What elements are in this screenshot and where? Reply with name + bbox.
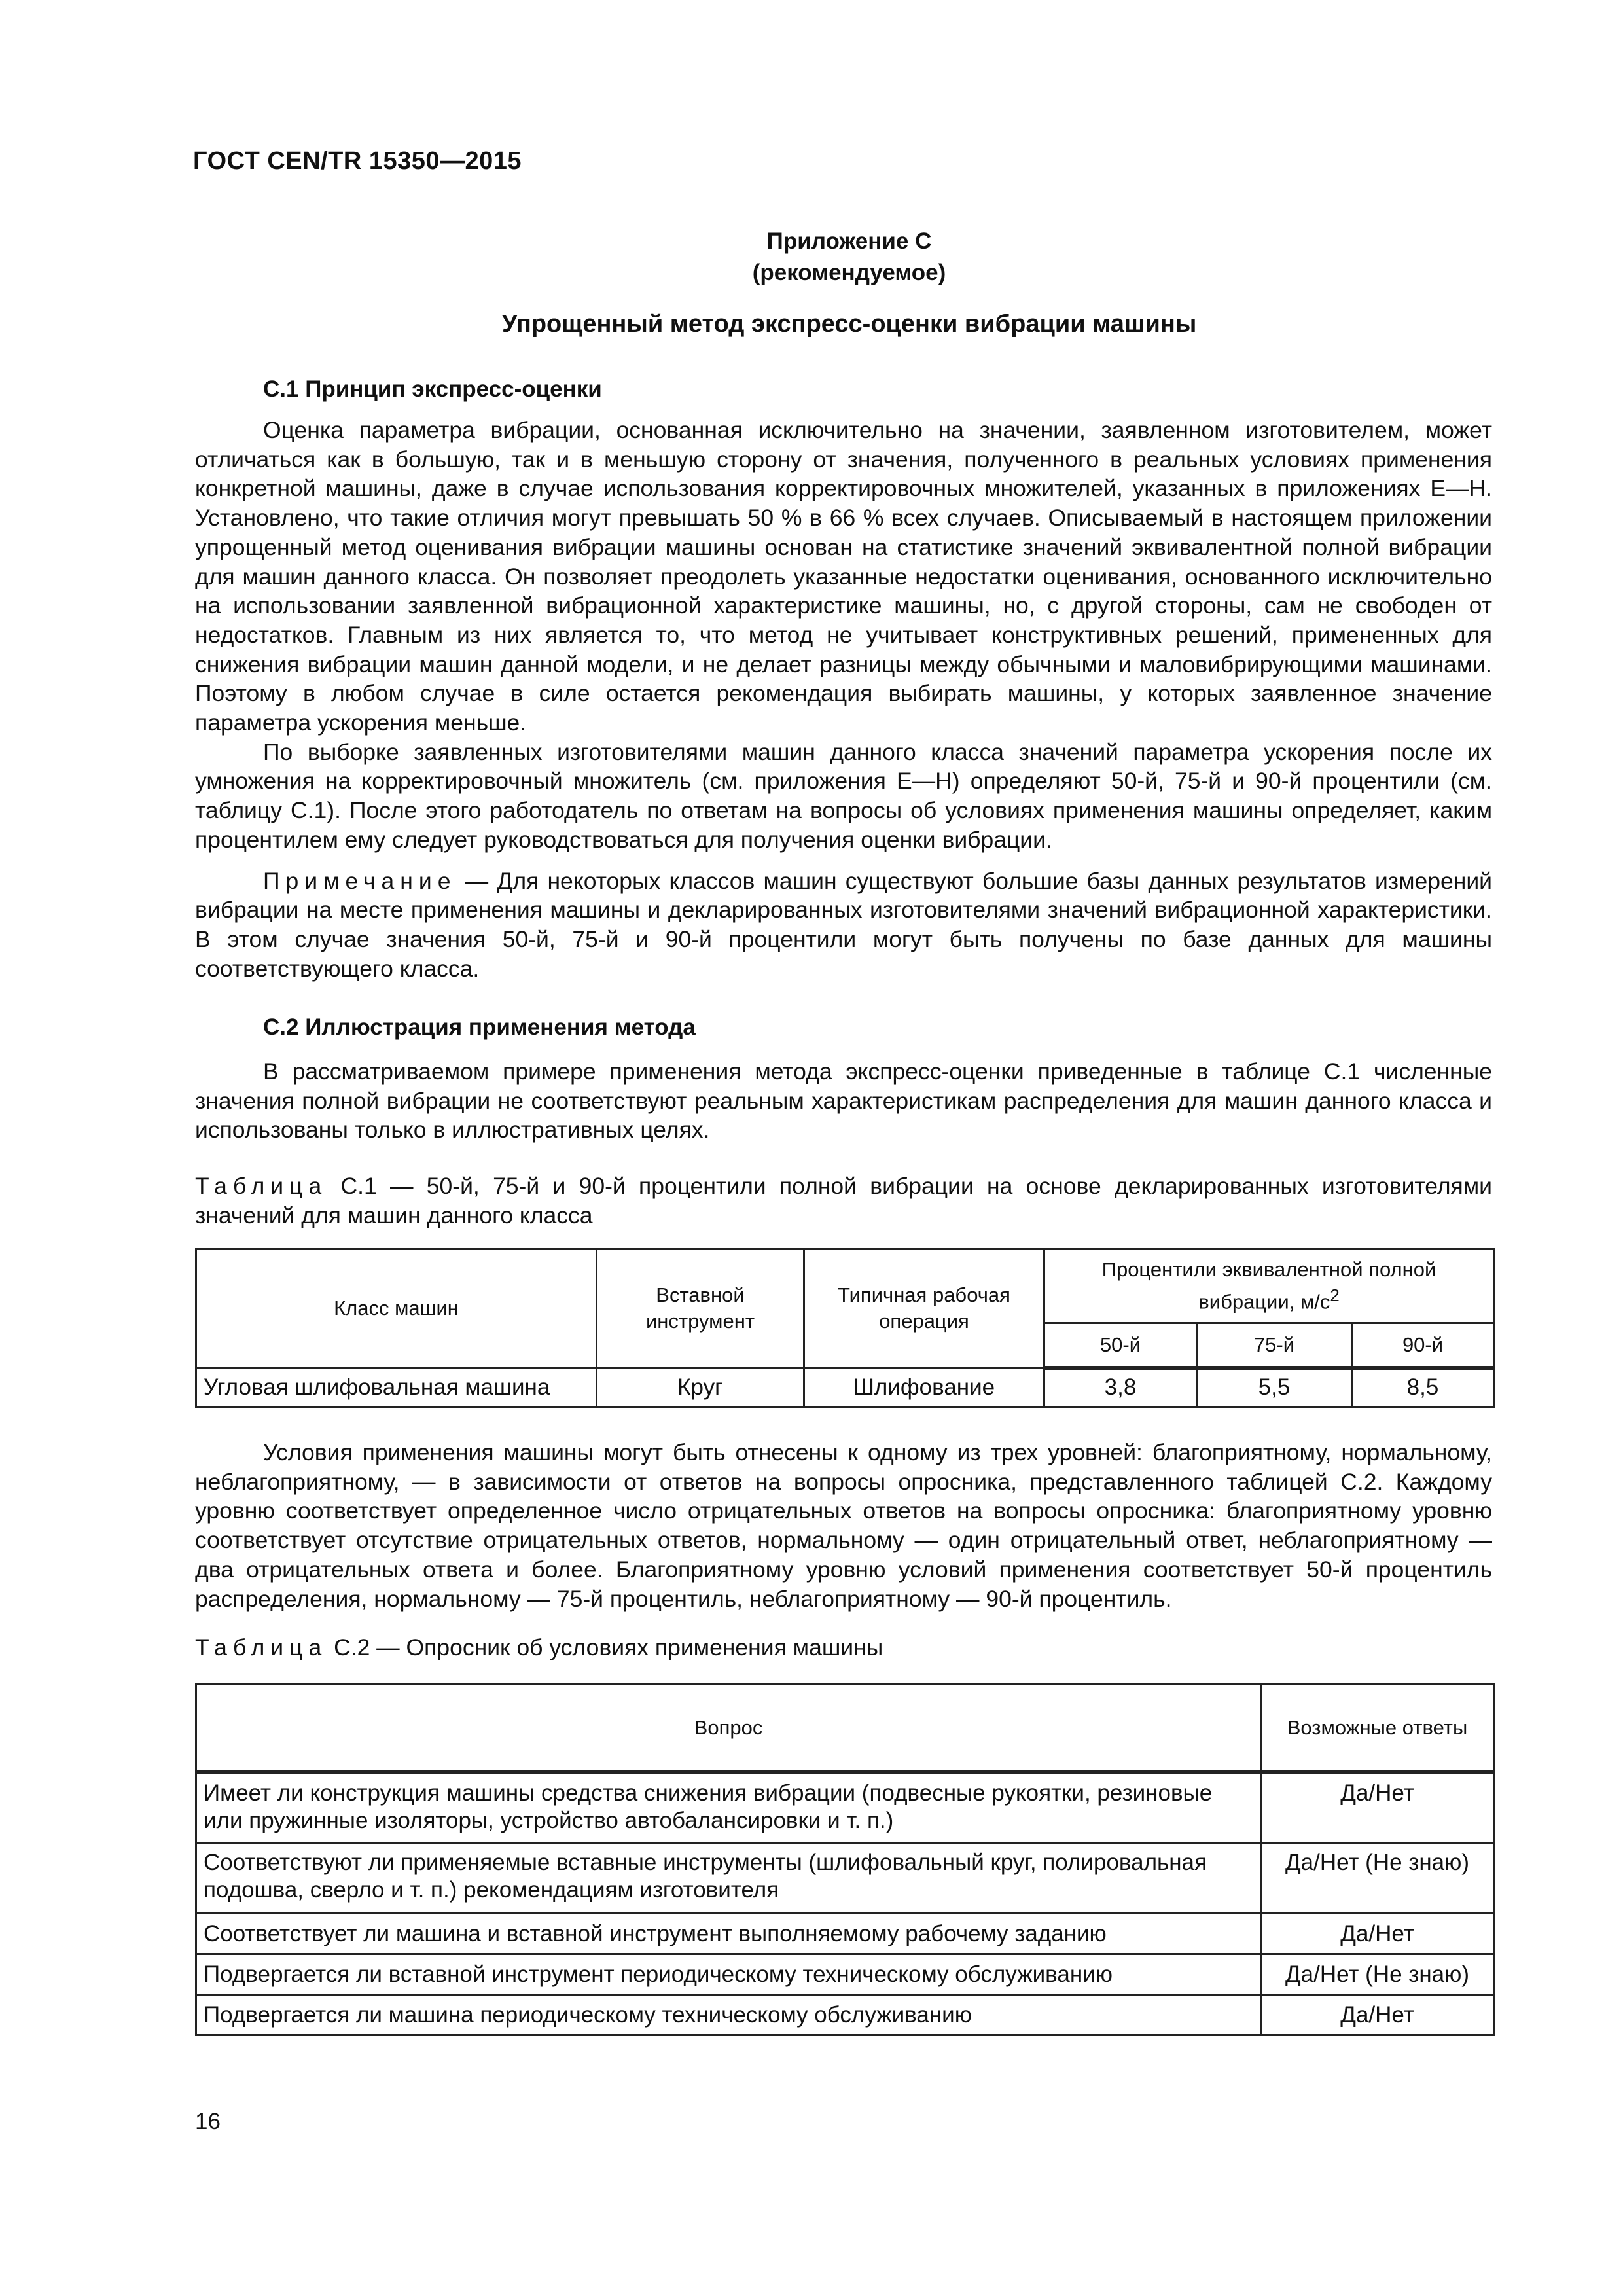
table-c2-header-answers: Возможные ответы — [1261, 1685, 1494, 1772]
percentiles-label: Процентили эквивалентной полной вибрации, м/с — [1101, 1258, 1436, 1314]
table-c2-question-4: Подвергается ли вставной инструмент периодическому техническому обслуживанию — [196, 1954, 1261, 1995]
table-c1-header-p50: 50-й — [1044, 1323, 1197, 1368]
table-c1-cell-p75: 5,5 — [1197, 1368, 1352, 1407]
table-c2-answer-1: Да/Нет — [1261, 1772, 1494, 1843]
table-c1-header-p75: 75-й — [1197, 1323, 1352, 1368]
document-code-header: ГОСТ CEN/TR 15350—2015 — [193, 147, 522, 175]
table-c1-cell-operation: Шлифование — [804, 1368, 1044, 1407]
section-c2-paragraph-2: Условия применения машины могут быть отнесены к одному из трех уровней: благоприятному, нормальному, неблагоприятному, — в зависимости от ответов на вопросы опросника, представленного таблицей С.2. Каждому уровню соответствует определенное число отрицательных ответов на вопросы опросника: благоприятному уровню соответствует отсутствие отрицательных ответов, нормальному — один отрицательный ответ, неблагоприятному — два отрицательных ответа и более. Благоприятному уровню условий применения соответствует 50-й процентиль распределения, нормальному — 75-й процентиль, неблагоприятному — 90-й процентиль. — [195, 1439, 1492, 1612]
table-c2-caption-label: Таблица — [195, 1634, 328, 1660]
table-c1-header-machine-class: Класс машин — [196, 1249, 597, 1368]
table-c1-cell-p90: 8,5 — [1352, 1368, 1494, 1407]
annex-heading — [196, 226, 1502, 340]
annex-status: (рекомендуемое) — [752, 260, 946, 285]
table-c1-caption-label: Таблица — [195, 1173, 328, 1199]
unit-superscript: 2 — [1330, 1287, 1340, 1306]
table-row — [196, 1914, 1494, 1954]
section-c1-paragraph-1: Оценка параметра вибрации, основанная исключительно на значении, заявленном изготовителем, может отличаться как в большую, так и в меньшую сторону от значения, полученного в реальных условиях применения конкретной машины, даже в случае использования корректировочных множителей, указанных в приложениях Е—Н. Установлено, что такие отличия могут превышать 50 % в 66 % всех случаев. Описываемый в настоящем приложении упрощенный метод оценивания вибрации машины основан на статистике значений эквивалентной полной вибрации для машин данного класса. Он позволяет преодолеть указанные недостатки оценивания, основанного исключительно на использовании заявленной вибрационной характеристике машины, но, с другой стороны, сам не свободен от недостатков. Главным из них является то, что метод не учитывает конструктивных решений, примененных для снижения вибрации машин данной модели, и не делает разницы между обычными и маловибрирующими машинами. Поэтому в любом случае в силе остается рекомендация выбирать машины, у которых заявленное значение параметра ускорения меньше. — [195, 417, 1492, 736]
section-c1-paragraph-2: По выборке заявленных изготовителями машин данного класса значений параметра ускорения после их умножения на корректировочный множитель (см. приложения Е—Н) определяют 50-й, 75-й и 90-й процентили (см. таблицу С.1). После этого работодатель по ответам на вопросы об условиях применения машины определяет, каким процентилем ему следует руководствоваться для получения оценки вибрации. — [195, 738, 1492, 853]
section-c1-body — [195, 416, 1492, 983]
table-c2-header-question: Вопрос — [196, 1685, 1261, 1772]
table-row — [196, 1772, 1494, 1843]
table-c2-answer-2: Да/Нет (Не знаю) — [1261, 1843, 1494, 1914]
table-c2-caption — [195, 1633, 1492, 1662]
table-c2-answer-5: Да/Нет — [1261, 1995, 1494, 2036]
page-number: 16 — [195, 2109, 221, 2134]
table-c2-caption-text: С.2 — Опросник об условиях применения машины — [327, 1634, 883, 1660]
table-c2-answer-4: Да/Нет (Не знаю) — [1261, 1954, 1494, 1995]
annex-title: Упрощенный метод экспресс-оценки вибрации машины — [501, 310, 1197, 338]
section-c1-title: С.1 Принцип экспресс-оценки — [263, 376, 602, 402]
annex-label: Приложение С — [766, 228, 932, 254]
table-c1-header-operation: Типичная рабочая операция — [804, 1249, 1044, 1368]
table-row — [196, 1368, 1494, 1407]
table-c1-header-percentiles — [1044, 1249, 1494, 1323]
table-c1-cell-machine-class: Угловая шлифовальная машина — [196, 1368, 597, 1407]
table-c2-question-5: Подвергается ли машина периодическому техническому обслуживанию — [196, 1995, 1261, 2036]
table-c2-answer-3: Да/Нет — [1261, 1914, 1494, 1954]
table-c1 — [195, 1248, 1495, 1408]
table-c1-cell-tool: Круг — [597, 1368, 804, 1407]
table-c1-header-p90: 90-й — [1352, 1323, 1494, 1368]
section-c2-intro — [195, 1057, 1492, 1145]
table-c2 — [195, 1683, 1495, 2036]
section-c2-conditions — [195, 1438, 1492, 1613]
table-c2-question-3: Соответствует ли машина и вставной инструмент выполняемому рабочему заданию — [196, 1914, 1261, 1954]
note-text: — Для некоторых классов машин существуют большие базы данных результатов измерений вибрации на месте применения машины и декларированных изготовителями значений вибрационной характеристики. В этом случае значения 50-й, 75-й и 90-й процентили могут быть получены по базе данных для машины соответствующего класса. — [195, 867, 1492, 982]
table-row — [196, 1843, 1494, 1914]
table-c2-question-1: Имеет ли конструкция машины средства снижения вибрации (подвесные рукоятки, резиновые или пружинные изоляторы, устройство автобалансировки и т. п.) — [196, 1772, 1261, 1843]
section-c1-note — [195, 867, 1492, 984]
note-label: Примечание — [263, 867, 457, 894]
table-c1-header-tool: Вставной инструмент — [597, 1249, 804, 1368]
table-row — [196, 1954, 1494, 1995]
table-c2-question-2: Соответствуют ли применяемые вставные инструменты (шлифовальный круг, полировальная подошва, сверло и т. п.) рекомендациям изготовителя — [196, 1843, 1261, 1914]
section-c2-title: С.2 Иллюстрация применения метода — [263, 1014, 696, 1040]
table-c1-cell-p50: 3,8 — [1044, 1368, 1197, 1407]
table-row — [196, 1995, 1494, 2036]
table-c1-caption — [195, 1172, 1492, 1230]
table-c1-caption-text: С.1 — 50-й, 75-й и 90-й процентили полной вибрации на основе декларированных изготовителями значений для машин данного класса — [195, 1173, 1492, 1229]
section-c2-paragraph-1: В рассматриваемом примере применения метода экспресс-оценки приведенные в таблице С.1 численные значения полной вибрации не соответствуют реальным характеристикам распределения для машин данного класса и использованы только в иллюстративных целях. — [195, 1058, 1492, 1143]
